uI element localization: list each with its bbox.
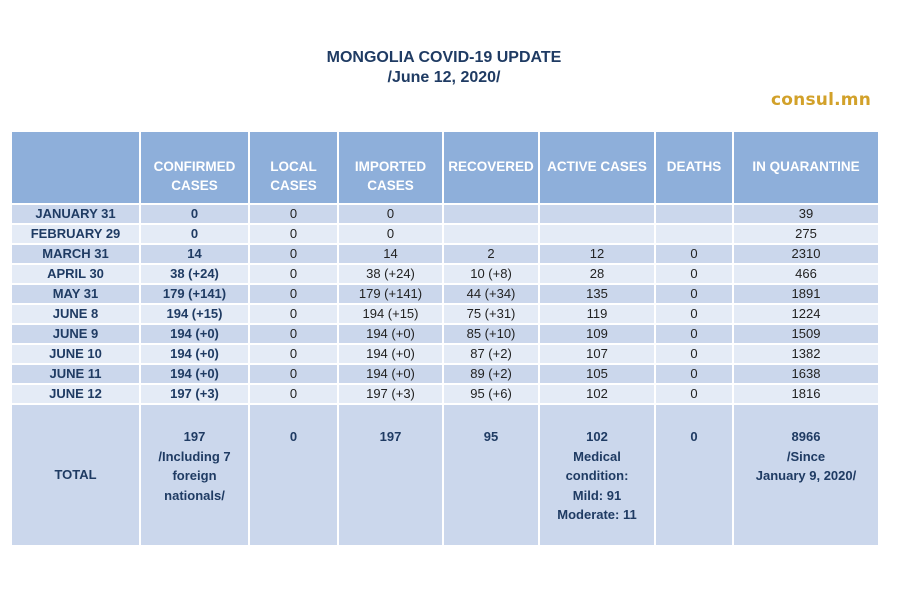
header-confirmed: CONFIRMED CASES xyxy=(140,131,249,204)
page-title: MONGOLIA COVID-19 UPDATE xyxy=(326,49,562,66)
cell-recovered: 95 (+6) xyxy=(443,384,539,404)
cell-local: 0 xyxy=(249,344,338,364)
cell-date: JUNE 9 xyxy=(11,324,140,344)
cell-active xyxy=(539,204,655,224)
cell-deaths: 0 xyxy=(655,324,733,344)
cell-quarantine: 2310 xyxy=(733,244,879,264)
cell-deaths xyxy=(655,204,733,224)
cell-local: 0 xyxy=(249,324,338,344)
cell-local: 0 xyxy=(249,284,338,304)
cell-quarantine: 1224 xyxy=(733,304,879,324)
table-row xyxy=(11,304,879,324)
cell-deaths: 0 xyxy=(655,384,733,404)
header-blank xyxy=(11,131,140,204)
total-local: 0 xyxy=(249,404,338,546)
cell-local: 0 xyxy=(249,204,338,224)
cell-quarantine: 39 xyxy=(733,204,879,224)
cell-date: JANUARY 31 xyxy=(11,204,140,224)
page-subtitle: /June 12, 2020/ xyxy=(387,69,501,86)
cell-active: 107 xyxy=(539,344,655,364)
cell-recovered: 89 (+2) xyxy=(443,364,539,384)
cell-quarantine: 1509 xyxy=(733,324,879,344)
header-quarantine: IN QUARANTINE xyxy=(733,131,879,204)
cell-quarantine: 275 xyxy=(733,224,879,244)
cell-imported: 38 (+24) xyxy=(338,264,443,284)
total-confirmed: 197 /Including 7 foreign nationals/ xyxy=(140,404,249,546)
header-recovered: RECOVERED xyxy=(443,131,539,204)
cell-confirmed: 0 xyxy=(140,224,249,244)
cell-deaths: 0 xyxy=(655,264,733,284)
cell-imported: 194 (+0) xyxy=(338,324,443,344)
cell-imported: 194 (+0) xyxy=(338,364,443,384)
total-label: TOTAL xyxy=(11,404,140,546)
cell-date: JUNE 11 xyxy=(11,364,140,384)
header-imported: IMPORTED CASES xyxy=(338,131,443,204)
cell-recovered: 10 (+8) xyxy=(443,264,539,284)
cell-active: 119 xyxy=(539,304,655,324)
cell-confirmed: 194 (+0) xyxy=(140,324,249,344)
cell-date: JUNE 8 xyxy=(11,304,140,324)
cell-date: FEBRUARY 29 xyxy=(11,224,140,244)
total-active: 102 Medical condition: Mild: 91 Moderate: 11 xyxy=(539,404,655,546)
cell-date: MARCH 31 xyxy=(11,244,140,264)
total-quarantine: 8966 /Since January 9, 2020/ xyxy=(733,404,879,546)
cell-quarantine: 1638 xyxy=(733,364,879,384)
table-row xyxy=(11,204,879,224)
cell-deaths: 0 xyxy=(655,364,733,384)
cell-active: 12 xyxy=(539,244,655,264)
cell-recovered: 87 (+2) xyxy=(443,344,539,364)
table-row xyxy=(11,284,879,304)
cell-confirmed: 14 xyxy=(140,244,249,264)
table-row xyxy=(11,244,879,264)
cell-date: MAY 31 xyxy=(11,284,140,304)
cell-active: 28 xyxy=(539,264,655,284)
cell-confirmed: 194 (+0) xyxy=(140,364,249,384)
cell-imported: 14 xyxy=(338,244,443,264)
cell-active: 105 xyxy=(539,364,655,384)
cell-active: 102 xyxy=(539,384,655,404)
covid-stats-table xyxy=(10,130,880,547)
cell-quarantine: 1382 xyxy=(733,344,879,364)
table-body xyxy=(11,204,879,546)
cell-imported: 179 (+141) xyxy=(338,284,443,304)
table-row xyxy=(11,364,879,384)
cell-local: 0 xyxy=(249,364,338,384)
cell-deaths: 0 xyxy=(655,304,733,324)
cell-local: 0 xyxy=(249,224,338,244)
cell-local: 0 xyxy=(249,264,338,284)
cell-deaths: 0 xyxy=(655,284,733,304)
total-deaths: 0 xyxy=(655,404,733,546)
cell-local: 0 xyxy=(249,384,338,404)
table-row xyxy=(11,384,879,404)
header-deaths: DEATHS xyxy=(655,131,733,204)
table-row-total xyxy=(11,404,879,546)
cell-quarantine: 1816 xyxy=(733,384,879,404)
cell-recovered: 75 (+31) xyxy=(443,304,539,324)
cell-deaths xyxy=(655,224,733,244)
cell-quarantine: 466 xyxy=(733,264,879,284)
cell-local: 0 xyxy=(249,304,338,324)
cell-confirmed: 0 xyxy=(140,204,249,224)
cell-deaths: 0 xyxy=(655,344,733,364)
table-header-row xyxy=(11,131,879,204)
cell-imported: 194 (+15) xyxy=(338,304,443,324)
table-row xyxy=(11,264,879,284)
cell-active: 135 xyxy=(539,284,655,304)
table-row xyxy=(11,344,879,364)
table-row xyxy=(11,324,879,344)
total-imported: 197 xyxy=(338,404,443,546)
header-active: ACTIVE CASES xyxy=(539,131,655,204)
cell-date: JUNE 10 xyxy=(11,344,140,364)
cell-recovered: 44 (+34) xyxy=(443,284,539,304)
cell-confirmed: 179 (+141) xyxy=(140,284,249,304)
table-row xyxy=(11,224,879,244)
cell-imported: 0 xyxy=(338,224,443,244)
cell-active xyxy=(539,224,655,244)
brand-logo: consul.mn xyxy=(771,90,871,110)
total-recovered: 95 xyxy=(443,404,539,546)
cell-recovered xyxy=(443,204,539,224)
cell-local: 0 xyxy=(249,244,338,264)
cell-confirmed: 194 (+15) xyxy=(140,304,249,324)
cell-recovered: 85 (+10) xyxy=(443,324,539,344)
cell-imported: 0 xyxy=(338,204,443,224)
cell-recovered xyxy=(443,224,539,244)
cell-confirmed: 194 (+0) xyxy=(140,344,249,364)
cell-quarantine: 1891 xyxy=(733,284,879,304)
cell-imported: 194 (+0) xyxy=(338,344,443,364)
cell-confirmed: 38 (+24) xyxy=(140,264,249,284)
page-title-block xyxy=(0,48,888,88)
cell-recovered: 2 xyxy=(443,244,539,264)
cell-date: JUNE 12 xyxy=(11,384,140,404)
cell-deaths: 0 xyxy=(655,244,733,264)
header-local: LOCAL CASES xyxy=(249,131,338,204)
cell-date: APRIL 30 xyxy=(11,264,140,284)
cell-imported: 197 (+3) xyxy=(338,384,443,404)
cell-active: 109 xyxy=(539,324,655,344)
cell-confirmed: 197 (+3) xyxy=(140,384,249,404)
